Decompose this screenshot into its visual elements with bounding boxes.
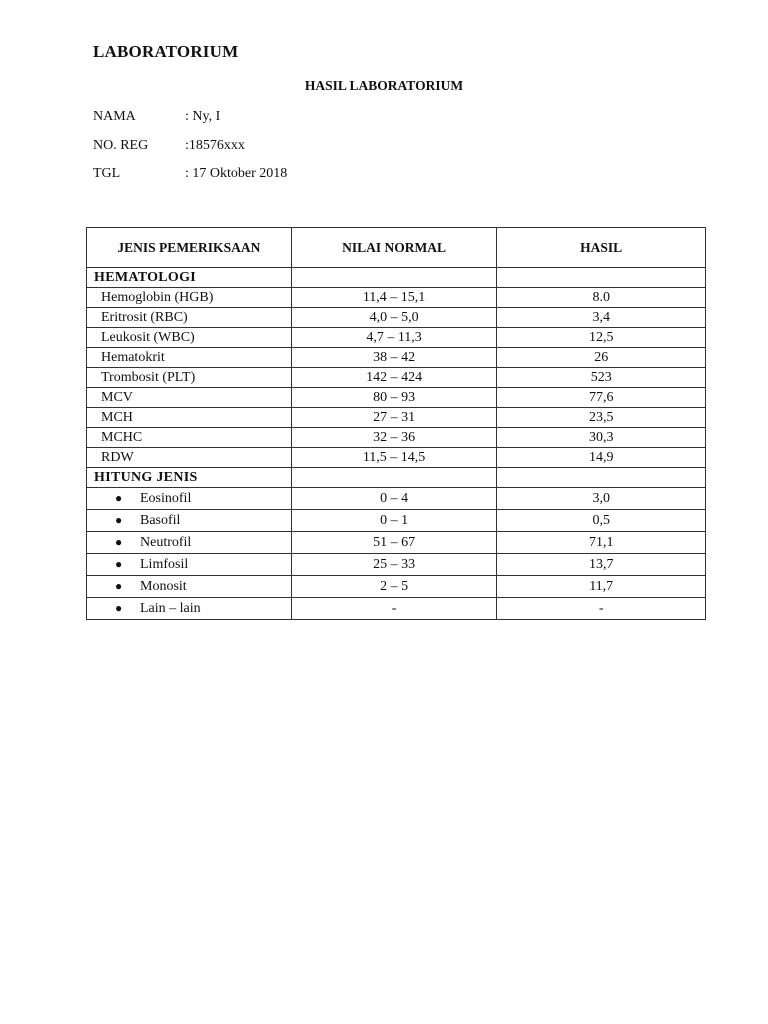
exam-name: Eritrosit (RBC): [87, 308, 292, 328]
table-row: [87, 576, 706, 598]
normal-range: 27 – 31: [291, 408, 497, 428]
normal-range: 51 – 67: [291, 532, 497, 554]
result-value: 26: [497, 348, 706, 368]
exam-name-cell: [87, 576, 292, 598]
exam-name: Lain – lain: [140, 601, 201, 616]
table-row: [87, 428, 706, 448]
empty-cell: [291, 468, 497, 488]
result-value: 30,3: [497, 428, 706, 448]
table-row: [87, 348, 706, 368]
table-row: [87, 388, 706, 408]
exam-name: RDW: [87, 448, 292, 468]
table-row: [87, 488, 706, 510]
exam-name: Leukosit (WBC): [87, 328, 292, 348]
exam-name: Trombosit (PLT): [87, 368, 292, 388]
empty-cell: [497, 268, 706, 288]
normal-range: 11,5 – 14,5: [291, 448, 497, 468]
result-value: 523: [497, 368, 706, 388]
bullet-icon: ●: [115, 535, 123, 549]
exam-name-cell: [87, 510, 292, 532]
normal-range: 32 – 36: [291, 428, 497, 448]
bullet-icon: ●: [115, 579, 123, 593]
normal-range: 38 – 42: [291, 348, 497, 368]
normal-range: 4,0 – 5,0: [291, 308, 497, 328]
exam-name: Monosit: [140, 579, 187, 594]
patient-name-row: [93, 109, 220, 125]
normal-range: 11,4 – 15,1: [291, 288, 497, 308]
exam-name-cell: [87, 532, 292, 554]
exam-name: MCV: [87, 388, 292, 408]
page-heading: LABORATORIUM: [93, 42, 239, 61]
result-value: 14,9: [497, 448, 706, 468]
table-row: [87, 598, 706, 620]
registration-value: :18576xxx: [185, 138, 245, 153]
table-row: [87, 408, 706, 428]
table-row: [87, 448, 706, 468]
result-value: 3,0: [497, 488, 706, 510]
exam-name: MCH: [87, 408, 292, 428]
date-value: : 17 Oktober 2018: [185, 166, 288, 181]
section-label-hitung-jenis: HITUNG JENIS: [87, 468, 292, 488]
section-label-hematologi: HEMATOLOGI: [87, 268, 292, 288]
exam-name-cell: [87, 488, 292, 510]
result-value: 8.0: [497, 288, 706, 308]
normal-range: 0 – 4: [291, 488, 497, 510]
exam-name: MCHC: [87, 428, 292, 448]
header-normal-value: NILAI NORMAL: [291, 228, 497, 268]
result-value: 3,4: [497, 308, 706, 328]
result-value: 71,1: [497, 532, 706, 554]
table-row: [87, 368, 706, 388]
exam-name-cell: [87, 554, 292, 576]
date-row: [93, 166, 287, 182]
exam-name: Hemoglobin (HGB): [87, 288, 292, 308]
result-value: -: [497, 598, 706, 620]
table-header-row: [87, 228, 706, 268]
normal-range: 2 – 5: [291, 576, 497, 598]
normal-range: 4,7 – 11,3: [291, 328, 497, 348]
table-row: [87, 510, 706, 532]
normal-range: -: [291, 598, 497, 620]
exam-name: Limfosil: [140, 557, 189, 572]
bullet-icon: ●: [115, 491, 123, 505]
result-value: 77,6: [497, 388, 706, 408]
result-value: 11,7: [497, 576, 706, 598]
exam-name-cell: [87, 598, 292, 620]
bullet-icon: ●: [115, 557, 123, 571]
result-value: 0,5: [497, 510, 706, 532]
result-value: 23,5: [497, 408, 706, 428]
registration-row: [93, 138, 245, 154]
table-row: [87, 532, 706, 554]
document-title: HASIL LABORATORIUM: [304, 78, 464, 93]
table-row: [87, 554, 706, 576]
header-exam-type: JENIS PEMERIKSAAN: [87, 228, 292, 268]
exam-name: Neutrofil: [140, 535, 192, 550]
exam-name: Eosinofil: [140, 491, 192, 506]
lab-results-table: [86, 227, 706, 620]
exam-name: Basofil: [140, 513, 181, 528]
table-row: [87, 308, 706, 328]
result-value: 13,7: [497, 554, 706, 576]
patient-name-label: NAMA: [93, 109, 136, 124]
bullet-icon: ●: [115, 601, 123, 615]
exam-name: Hematokrit: [87, 348, 292, 368]
patient-name-value: : Ny, I: [185, 109, 221, 124]
header-result: HASIL: [497, 228, 706, 268]
date-label: TGL: [93, 166, 121, 181]
normal-range: 142 – 424: [291, 368, 497, 388]
registration-label: NO. REG: [93, 138, 149, 153]
empty-cell: [497, 468, 706, 488]
result-value: 12,5: [497, 328, 706, 348]
table-row: [87, 288, 706, 308]
bullet-icon: ●: [115, 513, 123, 527]
section-row-hematologi: [87, 268, 706, 288]
normal-range: 25 – 33: [291, 554, 497, 576]
section-row-hitung-jenis: [87, 468, 706, 488]
empty-cell: [291, 268, 497, 288]
normal-range: 0 – 1: [291, 510, 497, 532]
normal-range: 80 – 93: [291, 388, 497, 408]
table-row: [87, 328, 706, 348]
